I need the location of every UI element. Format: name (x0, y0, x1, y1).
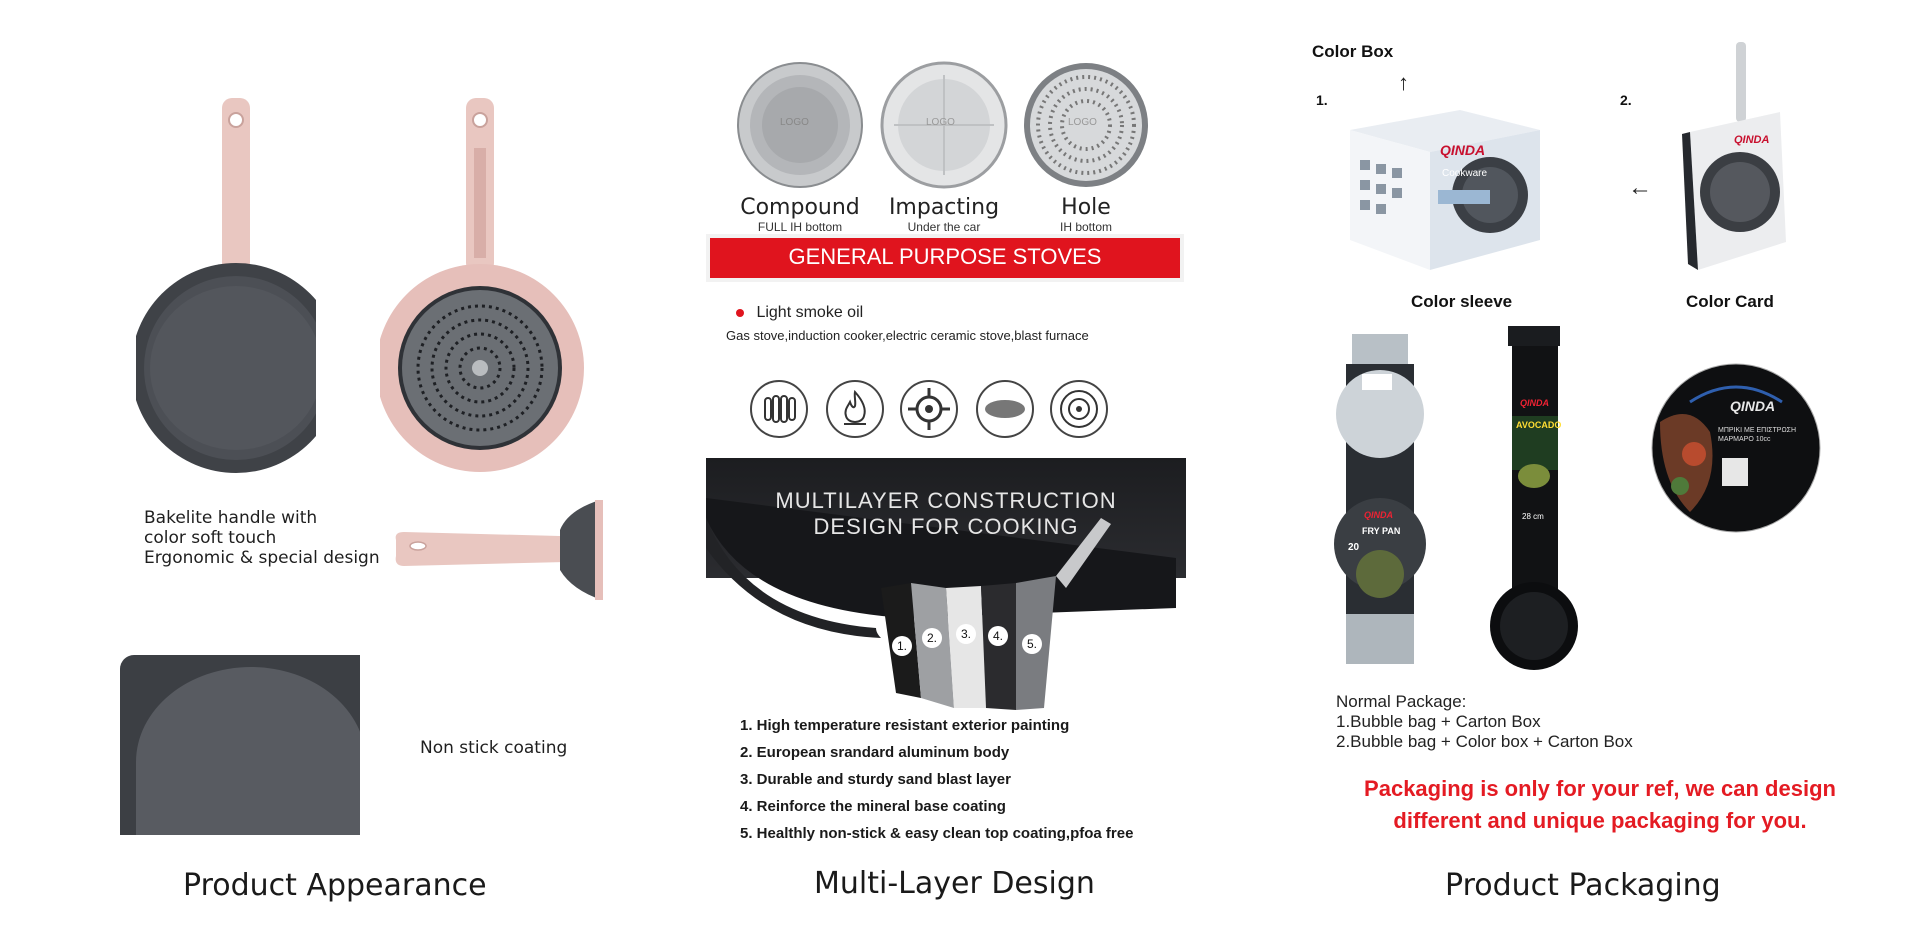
color-sleeve-1-image (1330, 334, 1430, 674)
coating-label: Non stick coating (420, 738, 568, 758)
sleeve-2-size: 28 cm (1522, 512, 1544, 521)
packaging-note-line-1: Packaging is only for your ref, we can design (1364, 776, 1836, 801)
layer-item: 2. European srandard aluminum body (740, 744, 1010, 761)
pan-top-view-image (136, 88, 316, 478)
packaging-panel (1300, 36, 1880, 856)
stoves-banner-text: GENERAL PURPOSE STOVES (788, 244, 1102, 269)
gas-burner-icon (900, 380, 958, 438)
stoves-banner (706, 234, 1184, 282)
flame-icon (826, 380, 884, 438)
layer-number-4: 4. (988, 626, 1008, 646)
color-box-image (1340, 80, 1540, 270)
pan-bottom-view-image (380, 88, 600, 478)
disc-compound (730, 60, 870, 234)
arrow-up-icon: ↑ (1398, 70, 1409, 95)
disc-hole-logo: LOGO (1068, 117, 1097, 128)
multilayer-panel (700, 60, 1200, 860)
disc-compound-sub: FULL IH bottom (757, 220, 843, 234)
color-box-label: Color Box (1312, 42, 1394, 61)
disc-compound-label: Compound (740, 195, 860, 220)
packaging-note-line-2: different and unique packaging for you. (1393, 808, 1807, 833)
layer-item: 3. Durable and sturdy sand blast layer (740, 771, 1011, 788)
handle-feature-line-1: Bakelite handle with (144, 508, 318, 528)
layer-number-2: 2. (922, 628, 942, 648)
layer-number-1: 1. (892, 636, 912, 656)
coil-stove-icon (750, 380, 808, 438)
layer-list (740, 712, 1200, 847)
induction-icon (1050, 380, 1108, 438)
handle-closeup-image (390, 500, 620, 600)
card-brand-logo: QINDA (1730, 398, 1776, 414)
disc-hole (1016, 60, 1156, 234)
layer-item: 1. High temperature resistant exterior painting (740, 717, 1070, 734)
ceramic-plate-icon (976, 380, 1034, 438)
normal-package-title: Normal Package: (1336, 692, 1467, 711)
caption-product-appearance: Product Appearance (183, 868, 487, 903)
sleeve-2-product: AVOCADO (1516, 420, 1562, 430)
disc-impacting-sub: Under the car (907, 220, 981, 234)
multilayer-hero-image (706, 458, 1186, 748)
caption-multi-layer-design: Multi-Layer Design (814, 866, 1095, 901)
frying-pan-box-image (1680, 42, 1800, 272)
disc-impacting (874, 60, 1014, 234)
layer-item: 4. Reinforce the mineral base coating (740, 798, 1006, 815)
sleeve-2-brand: QINDA (1520, 398, 1549, 408)
box-cookware-text: Cookware (1442, 168, 1488, 179)
sleeve-1-product: FRY PAN (1362, 526, 1401, 536)
layer-item: 5. Healthly non-stick & easy clean top coating,pfoa free (740, 825, 1134, 842)
stove-types-text: Gas stove,induction cooker,electric ceramic stove,blast furnace (726, 328, 1089, 343)
disc-compound-logo: LOGO (780, 117, 809, 128)
handle-feature-line-3: Ergonomic & special design (144, 548, 380, 568)
pan-box-brand-logo: QINDA (1734, 134, 1770, 146)
handle-feature-line-2: color soft touch (144, 528, 277, 548)
layer-number-3: 3. (956, 624, 976, 644)
sleeve-1-size: 20 (1348, 542, 1360, 553)
color-card-label: Color Card (1686, 292, 1774, 311)
card-product-text: ΜΠΡΙΚΙ ΜΕ ΕΠΙΣΤΡΩΣΗ ΜΑΡΜΑΡΟ 10cc (1718, 427, 1797, 443)
hero-title-line-1: MULTILAYER CONSTRUCTION (775, 488, 1117, 513)
color-sleeve-label: Color sleeve (1411, 292, 1513, 311)
caption-product-packaging: Product Packaging (1445, 868, 1721, 903)
disc-hole-label: Hole (1061, 195, 1111, 220)
normal-package-item-1: 1.Bubble bag + Carton Box (1336, 712, 1541, 731)
light-smoke-oil-text: Light smoke oil (756, 304, 864, 321)
disc-impacting-label: Impacting (888, 195, 1000, 220)
arrow-left-icon: ← (1628, 174, 1652, 201)
sleeve-1-brand: QINDA (1364, 510, 1393, 520)
disc-impacting-logo: LOGO (926, 117, 955, 128)
product-appearance-panel (100, 80, 620, 840)
normal-package-item-2: 2.Bubble bag + Color box + Carton Box (1336, 732, 1633, 751)
box-brand-logo: QINDA (1440, 142, 1486, 158)
color-sleeve-2-image (1484, 326, 1584, 678)
disc-hole-sub: IH bottom (1059, 220, 1113, 234)
color-card-image (1650, 362, 1822, 534)
number-1: 1. (1316, 92, 1328, 108)
coating-closeup-image (120, 655, 360, 835)
number-2: 2. (1620, 92, 1632, 108)
bullet-dot-icon (736, 309, 744, 317)
hero-title-line-2: DESIGN FOR COOKING (813, 514, 1079, 539)
layer-number-5: 5. (1022, 634, 1042, 654)
